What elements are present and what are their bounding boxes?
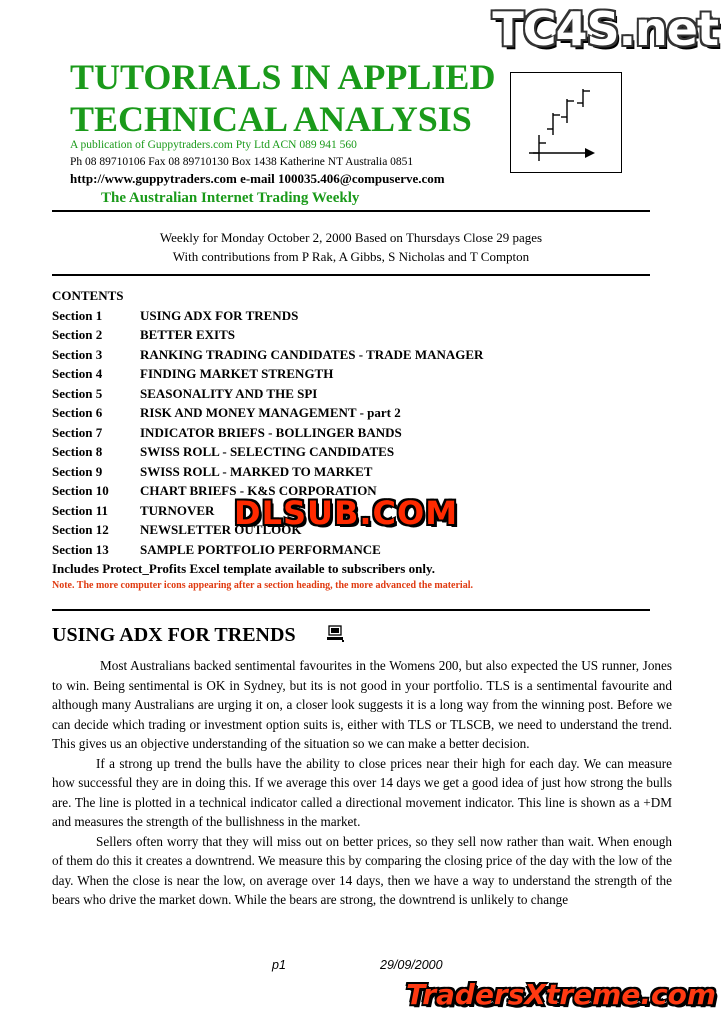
masthead-title (70, 56, 495, 140)
article-heading: USING ADX FOR TRENDS (52, 624, 296, 646)
contents-row (52, 462, 483, 482)
includes-line: Includes Protect_Profits Excel template available to subscribers only. (52, 561, 435, 576)
section-number: Section 4 (52, 366, 103, 381)
table-of-contents (52, 286, 483, 579)
contents-row (52, 384, 483, 404)
computer-icon (326, 624, 344, 642)
divider-rule (52, 609, 650, 611)
watermark-tc4s: TC4S.net (492, 2, 718, 56)
section-title: BETTER EXITS (140, 327, 236, 342)
contents-row (52, 325, 483, 345)
tagline: The Australian Internet Trading Weekly (101, 190, 360, 206)
page-number: p1 (272, 958, 286, 972)
divider-rule (52, 210, 650, 212)
section-title: FINDING MARKET STRENGTH (140, 366, 334, 381)
section-number: Section 10 (52, 483, 109, 498)
footer-date: 29/09/2000 (380, 958, 443, 972)
section-number: Section 5 (52, 385, 103, 401)
contents-row (52, 442, 483, 462)
contact-line: Ph 08 89710106 Fax 08 89710130 Box 1438 Katherine NT Australia 0851 (70, 156, 414, 168)
title-line-2: TECHNICAL ANALYSIS (70, 99, 472, 139)
section-number: Section 3 (52, 346, 103, 362)
contents-row (52, 403, 483, 423)
web-email-line: http://www.guppytraders.com e-mail 100035.406@compuserve.com (70, 171, 445, 186)
section-title: SEASONALITY AND THE SPI (140, 385, 318, 401)
section-title: USING ADX FOR TRENDS (140, 307, 299, 323)
article-paragraph: Most Australians backed sentimental favourites in the Womens 200, but also expected the US runner, Jones to win. Being sentimental is OK in Sydney, but its is not good in your portfolio. TLS is a sentimental favourite and although many Australians are urging it on, a closer look suggests it is a long way from the winning post. Before we can decide which trading or investment option suits is, either with TLS or TLSCB, we need to understand the trend. This gives us an objective understanding of the situation so we can make a better decision. (52, 658, 672, 751)
section-title: TURNOVER (140, 502, 215, 518)
advanced-note: Note. The more computer icons appearing after a section heading, the more advanced the material. (52, 580, 473, 591)
title-line-1: TUTORIALS IN APPLIED (70, 57, 496, 97)
section-number: Section 1 (52, 307, 103, 323)
section-title: SAMPLE PORTFOLIO PERFORMANCE (140, 541, 381, 557)
issue-line-2: With contributions from P Rak, A Gibbs, S Nicholas and T Compton (172, 249, 530, 264)
section-number: Section 7 (52, 424, 103, 440)
contents-row (52, 540, 483, 560)
contents-heading: CONTENTS (52, 288, 124, 303)
section-title: NEWSLETTER OUTLOOK (140, 522, 302, 537)
watermark-tradersxtreme: TradersXtreme.com (406, 978, 716, 1011)
section-number: Section 12 (52, 522, 109, 537)
contents-row (52, 345, 483, 365)
section-title: SWISS ROLL - MARKED TO MARKET (140, 463, 373, 479)
section-number: Section 11 (52, 502, 108, 518)
section-number: Section 8 (52, 444, 103, 459)
watermark-dlsub: DLSUB.COM (234, 494, 459, 532)
section-number: Section 2 (52, 327, 103, 342)
article-body (52, 656, 672, 910)
contents-row (52, 423, 483, 443)
issue-line-1: Weekly for Monday October 2, 2000 Based on Thursdays Close 29 pages (159, 230, 543, 245)
divider-rule (52, 274, 650, 276)
section-title: SWISS ROLL - SELECTING CANDIDATES (140, 444, 395, 459)
section-number: Section 9 (52, 463, 103, 479)
article-paragraph: If a strong up trend the bulls have the ability to close prices near their high for each day. We can measure how successful they are in doing this. If we average this over 14 days we get a good idea of just how strong the bulls are. The line is plotted in a technical indicator called a directional movement indicator. This line is shown as a +DM and measures the strength of the bullishness in the market. (52, 755, 672, 829)
section-title: RISK AND MONEY MANAGEMENT - part 2 (140, 405, 401, 420)
section-title: INDICATOR BRIEFS - BOLLINGER BANDS (140, 424, 402, 440)
section-number: Section 13 (52, 541, 109, 557)
stepped-uptrend-chart-icon (510, 72, 622, 173)
section-title: RANKING TRADING CANDIDATES - TRADE MANAGER (140, 346, 484, 362)
contents-row (52, 306, 483, 326)
section-title: CHART BRIEFS - K&S CORPORATION (140, 483, 377, 498)
section-number: Section 6 (52, 405, 103, 420)
contents-row (52, 364, 483, 384)
publisher-line: A publication of Guppytraders.com Pty Ltd ACN 089 941 560 (70, 139, 357, 151)
article-paragraph: Sellers often worry that they will miss out on better prices, so they sell now rather than wait. When enough of them do this it creates a downtrend. We measure this by comparing the closing price of the day with the low of the day. When the close is near the low, on average over 14 days, then we have a way to understand the strength of the bears who drive the market down. While the bears are strong, the downtrend is unlikely to change (52, 833, 672, 907)
